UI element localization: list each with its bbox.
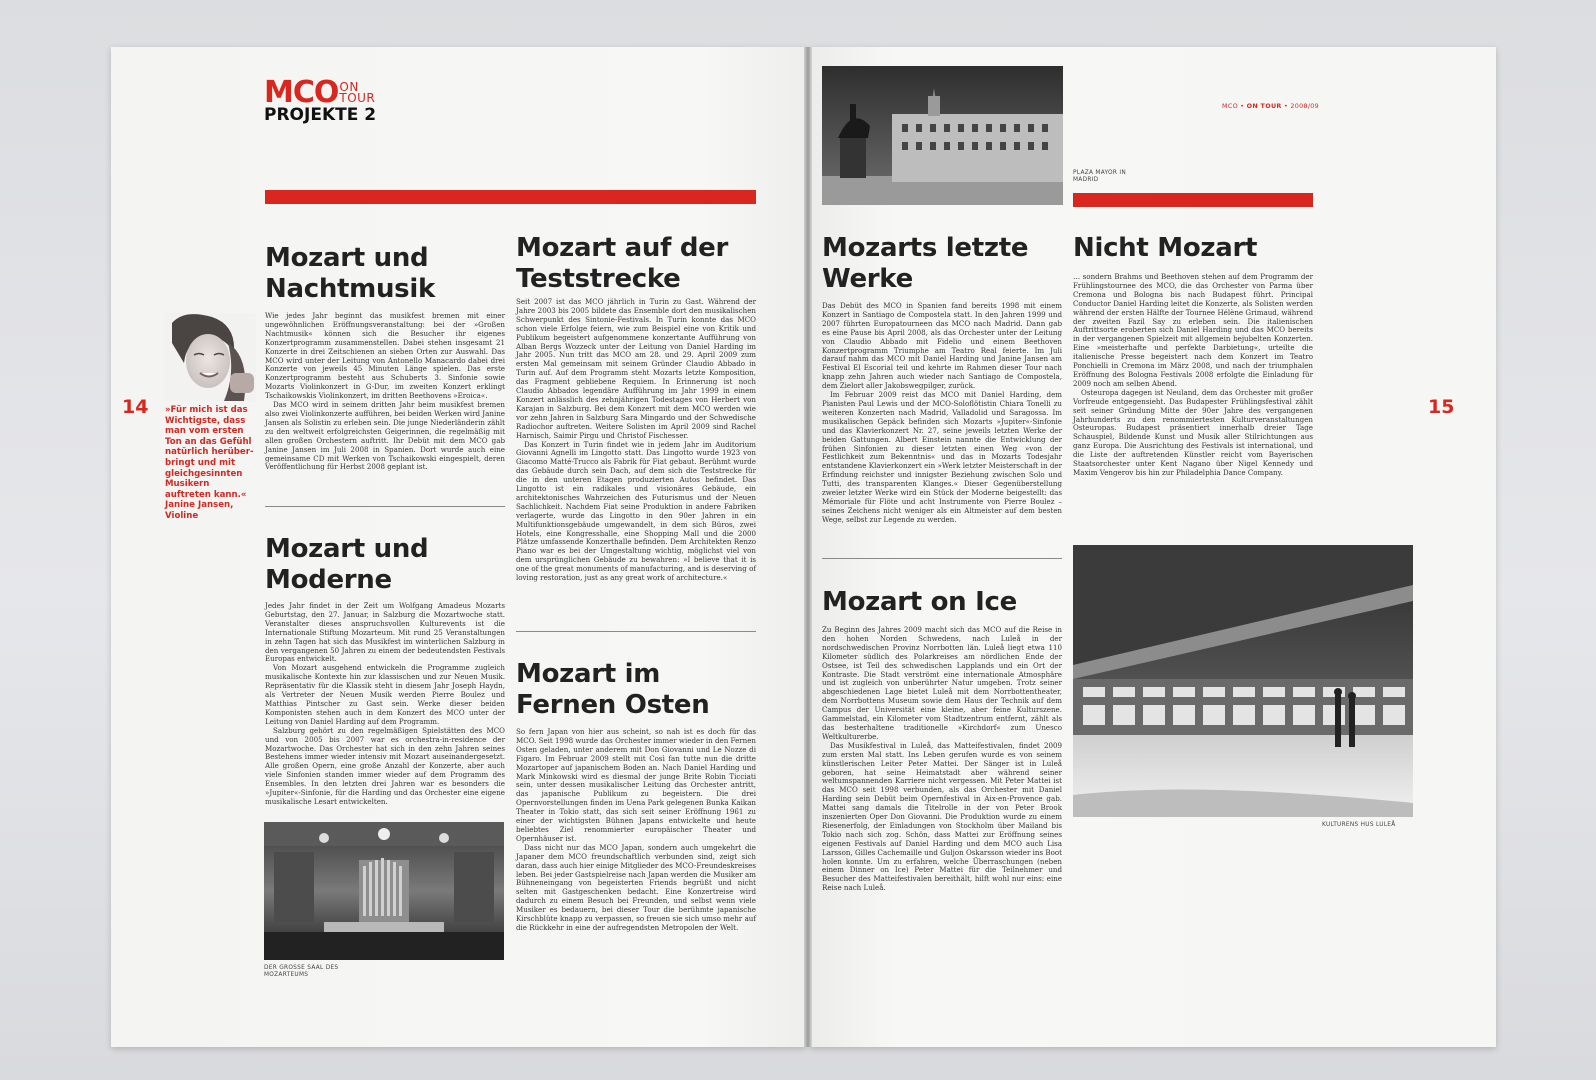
article-teststrecke (516, 298, 756, 583)
article-on-ice (822, 626, 1062, 893)
spine-gutter (804, 47, 812, 1047)
paragraph: Das Konzert in Turin findet wie in jedem Jahr im Auditorium Giovanni Agnelli im Lingotto statt. Das Lingotto wurde 1923 von Giacomo Matté-Trucco als Fabrik für Fiat gebaut. Berühmt wurde das Gebäude durch sein Dach, auf dem sich die Teststrecke für die in den unteren Etagen produzierten Autos befindet. Das Lingotto ist ein radikales und visionäres Gebäude, ein architektonisches Wahrzeichen des Futurismus und der Neuen Sachlichkeit. Nachdem Fiat seine Produktion in andere Fabriken verlagerte, wurde das Lingotto in den 90er Jahren in ein Multifunktionsgebäude umgewandelt, in dem sich Büros, zwei Hotels, eine Kongresshalle, eine Shopping Mall und die 2000 Plätze umfassende Konzerthalle befinden. Dem Architekten Renzo Piano war es bei der Umgestaltung wichtig, möglichst viel von dem ursprünglichen Gebäude zu bewahren: »I believe that it is one of the great monuments of manufacturing, and is deserving of loving restoration, just as any great work of architecture.« (516, 439, 756, 583)
article-nicht-mozart (1073, 273, 1313, 478)
divider (822, 558, 1062, 559)
paragraph: So fern Japan von hier aus scheint, so nah ist es doch für das MCO. Seit 1998 wurde das Orchester immer wieder in den Fernen Osten geladen, unter anderem mit Don Giovanni und Le Nozze di Figaro. Im Februar 2009 stellt mit Così fan tutte nun die dritte Mozartoper auf japanischem Boden an. Nach Daniel Harding und Mark Minkowski wird es diesmal der junge Brite Robin Ticciati sein, unter dessen musikalischer Leitung das Orchester antritt, das japanische Publikum zu begeistern. Die drei Opernvorstellungen finden im Uena Park gelegenen Bunka Kaikan Theater in Tokio statt, das sich seit seiner Eröffnung 1961 zu einer der wichtigsten Bühnen Japans entwickelte und heute beliebtes Ziel renommierter europäischer Theater und Opernhäuser ist. (516, 727, 756, 843)
paragraph: Osteuropa dagegen ist Neuland, dem das Orchester mit großer Vorfreude entgegensieht. Das Budapester Frühlingsfestival zählt seit seiner Gründung Mitte der 90er Jahre des vergangenen Jahrhunderts zu den renommiertesten Kulturveranstaltungen Osteuropas. Budapest präsentiert innerhalb dreier Tage Schauspiel, Bildende Kunst und Musik aller Stilrichtungen aus ganz Europa. Die Ausrichtung des Festivals ist international, und die Liste der auftretenden Künstler reicht vom Bayerischen Staatsorchester unter Kent Nagano über Nigel Kennedy und Maxim Vengerov bis hin zur Philadelphia Dance Company. (1073, 387, 1313, 477)
headline-on-ice: Mozart on Ice (822, 587, 1017, 617)
caption-plaza: PLAZA MAYOR IN MADRID (1073, 170, 1127, 184)
headline-moderne: Mozart und Moderne (265, 534, 429, 595)
running-head-tour: ON TOUR (1246, 102, 1282, 110)
paragraph: Wie jedes Jahr beginnt das musikfest bremen mit einer ungewöhnlichen Eröffnungsveranstaltung: bei der »Großen Nachtmusik« können sich die Besucher ihr eigenes Konzertprogramm zusammenstellen. Dabei stehen insgesamt 21 Konzerte in drei Zeitschienen an sieben Orten zur Auswahl. Das MCO wird unter der Leitung von Antonello Manacardo dabei drei Konzerte von jeweils 45 Minuten Länge spielen. Das erste Konzertprogramm besteht aus Schuberts 3. Sinfonie sowie Mozarts Violinkonzert in G-Dur, im zweiten Konzert erklingt Tschaikowskis Violinkonzert, im dritten Beethovens »Eroica«. (265, 311, 505, 401)
red-rule-right (1073, 193, 1313, 207)
headline-nicht-mozart: Nicht Mozart (1073, 233, 1258, 263)
logo-tour: TOUR (339, 91, 376, 105)
paragraph: … sondern Brahms und Beethoven stehen auf dem Programm der Frühlingstournee des MCO, die das Orchester von Parma über Cremona und Bologna bis nach Budapest führt. Principal Conductor Daniel Harding leitet die Konzerte, als Solisten werden während der ersten Hälfte der Tournee Hélène Grimaud, während der zweiten Fazil Say zu erleben sein. Die italienischen Auftrittsorte eroberten sich Daniel Harding und das MCO bereits in der vergangenen Spielzeit mit allgemein bejubelten Konzerten. Eine »meisterhafte und perfekte Darbietung«, urteilte die italienische Presse begeistert nach dem Konzert im Teatro Ponchielli in Cremona im März 2008, und nach der triumphalen Eröffnung des Bologna Festivals 2008 erfolgte die Einladung für 2009 noch am selben Abend. (1073, 272, 1313, 388)
headline-fernen-osten: Mozart im Fernen Osten (516, 659, 710, 720)
logo-projekte: PROJEKTE 2 (264, 105, 377, 125)
logo-mco: MCO (264, 75, 339, 110)
paragraph: Zu Beginn des Jahres 2009 macht sich das MCO auf die Reise in den hohen Norden Schwedens, nach Luleå in der nordschwedischen Provinz Norrbotten län. Luleå liegt etwa 110 Kilometer südlich des Polarkreises am nördlichen Ende der Ostsee, ist Teil des schwedischen Lapplands und ein Ort der Kontraste. Die Stadt verströmt eine internationale Atmosphäre und ist zugleich von unberührter Natur umgeben. Trotz seiner abgeschiedenen Lage bietet Luleå mit dem Norrbottentheater, dem Norrbottens Museum sowie dem Haus der Technik auf dem Campus der Universität eine kleine, aber feine Kulturszene. Gammelstad, ein Kilometer vom Stadtzentrum entfernt, zählt als das besterhaltene traditionelle »Kirchdorf« zum Unesco Weltkulturerbe. (822, 625, 1062, 741)
divider (265, 506, 505, 507)
paragraph: Seit 2007 ist das MCO jährlich in Turin zu Gast. Während der Jahre 2003 bis 2005 bildete das Ensemble dort den musikalischen Schwerpunkt des Sintonie-Festivals. In Turin konnte das MCO schon viele Erfolge feiern, wie zum Beispiel eine von Kritik und Publikum begeistert aufgenommene konzertante Aufführung von Alban Bergs Wozzeck unter der Leitung von Daniel Harding im Jahr 2005. Nun tritt das MCO am 28. und 29. April 2009 zum ersten Mal gemeinsam mit seinem Gründer Claudio Abbado in Turin auf. Auf dem Programm steht Mozarts letzte Komposition, das Fragment gebliebene Requiem. In Erinnerung ist noch Claudio Abbados legendäre Aufführung im Jahr 1999 in einem Konzert anlässlich des zehnjährigen Todestages von Herbert von Karajan in Salzburg. Bei dem Konzert mit dem MCO werden wie vor zehn Jahren in Salzburg Sara Mingardo und der Schwedische Radiochor auftreten. Weitere Solisten im April 2009 sind Rachel Harnisch, Saimir Pirgu und Christof Fischesser. (516, 297, 756, 440)
running-head-sep: • (1237, 102, 1247, 110)
headline-nachtmusik: Mozart und Nachtmusik (265, 243, 435, 304)
paragraph: Das Debüt des MCO in Spanien fand bereits 1998 mit einem Konzert in Santiago de Compostela statt. In den Jahren 1999 und 2007 führten Europatourneen das MCO nach Madrid. Dann gab es eine Pause bis April 2008, als das Orchester unter der Leitung von Claudio Abbado mit Fidelio und einem Beethoven Konzertprogramm Triumphe am Teatro Real feierte. Im Juli darauf nahm das MCO mit Daniel Harding und Janine Jansen am Festival El Escorial teil und kehrte im Rahmen dieser Tour nach knapp zehn Jahren auch wieder nach Santiago de Compostela, dem Zielort aller Jakobswegpilger, zurück. (822, 301, 1062, 391)
pull-quote: »Für mich ist das Wichtigste, dass man vom ersten Ton an das Gefühl natürlich herüberbringt und mit gleichgesinnten Musikern auftreten kann.« Janine Jansen, Violine (165, 405, 254, 521)
kulturens-hus-photo (1073, 545, 1413, 817)
magazine-logo (264, 75, 377, 125)
running-head-season: 2008/09 (1290, 102, 1320, 110)
janine-jansen-portrait (164, 313, 256, 401)
headline-letzte-werke: Mozarts letzte Werke (822, 233, 1029, 294)
paragraph: Das MCO wird in seinem dritten Jahr beim musikfest bremen also zwei Violinkonzerte aufführen, bei beiden Werken wird Janine Jansen als Solistin zu erleben sein. Die junge Niederländerin zählt zu den weltweit erfolgreichsten Geigerinnen, die regelmäßig mit allen großen Orchestern auftritt. Ihr Debüt mit dem MCO gab Janine Jansen im Juli 2008 in Spanien. Dort wurde auch eine gemeinsame CD mit Werken von Tschaikowski eingespielt, deren Veröffentlichung für Herbst 2008 geplant ist. (265, 400, 505, 472)
running-head-sep: • (1281, 102, 1291, 110)
caption-saal: DER GROSSE SAAL DES MOZARTEUMS (264, 965, 339, 979)
running-head (1222, 102, 1319, 110)
paragraph: Das Musikfestival in Luleå, das Matteifestivalen, findet 2009 zum ersten Mal statt. Ins Leben gerufen wurde es von seinem künstlerischen Leiter Peter Mattei. Der Sänger ist in Luleå geboren, hat seine Heimatstadt aber während seiner weltumspannenden Karriere nicht vergessen. Mit Peter Mattei ist das MCO seit 1998 verbunden, als das Orchester mit Daniel Harding sein Debüt beim Opernfestival in Aix-en-Provence gab. Mattei sang damals die Titelrolle in der von Peter Brook inszenierten Oper Don Giovanni. Die Produktion wurde zu einem Riesenerfolg, der Einladungen von Stockholm über Mailand bis Tokio nach sich zog. Schön, dass Mattei zur Eröffnung seines eigenen Festivals auf Daniel Harding und dem MCO auch Lisa Larsson, Gilles Cachemaille und Guljon Oskarsson wieder ins Boot holen konnte. Um zu erfahren, welche Überraschungen (neben einem Dinner on Ice) Peter Mattei für die Teilnehmer und Besucher des Matteifestivalen bereithält, hilft wohl nur eins: eine Reise nach Luleå. (822, 740, 1062, 893)
page-number-left: 14 (122, 396, 149, 418)
logo-on: ON (339, 80, 359, 94)
caption-kulturens: KULTURENS HUS LULEÅ (1322, 822, 1396, 828)
article-nachtmusik (265, 312, 505, 472)
article-fernen-osten (516, 728, 756, 933)
paragraph: Jedes Jahr findet in der Zeit um Wolfgang Amadeus Mozarts Geburtstag, den 27. Januar, in Salzburg die Mozartwoche statt. Veranstalter dieses anspruchsvollen Kulturevents ist die Internationale Stiftung Mozarteum. Mit rund 25 Veranstaltungen in zehn Tagen hat sich das Musikfest im winterlichen Salzburg in den vergangenen 50 Jahren zu einem der bedeutendsten Festivals Europas entwickelt. (265, 601, 505, 664)
paragraph: Dass nicht nur das MCO Japan, sondern auch umgekehrt die Japaner dem MCO freundschaftlich verbunden sind, zeigt sich daran, dass auch hier einige Mitglieder des MCO-Freundeskreises leben. Bei jeder Gastspielreise nach Japan werden die Musiker am Bühneneingang von begeisterten Friends begrüßt und nicht selten mit Gastgeschenken bedacht. Eine Konzertreise wird dadurch zu einem Besuch bei Freunden, und selbst wenn viele Musiker es bedauern, bei dieser Tour die berühmte japanische Kirschblüte knapp zu verpassen, so freuen sie sich umso mehr auf die Rückkehr in eine der aufregendsten Metropolen der Welt. (516, 842, 756, 932)
running-head-mco: MCO (1222, 102, 1238, 110)
article-moderne (265, 602, 505, 807)
paragraph: Von Mozart ausgehend entwickeln die Programme zugleich musikalische Kontexte hin zur klassischen und zur Neuen Musik. Repräsentativ für die Klassik steht in diesem Jahr Joseph Haydn, als Vertreter der Neuen Musik werden Pierre Boulez und Matthias Pintscher zu Gast sein. Werke dieser beiden Komponisten stehen auch in dem Konzert des MCO unter der Leitung von Daniel Harding auf dem Programm. (265, 663, 505, 726)
paragraph: Salzburg gehört zu den regelmäßigen Spielstätten des MCO und von 2005 bis 2007 war es orchestra-in-residence der Mozartwoche. Das Orchester hat sich in den zehn Jahren seines Bestehens immer wieder intensiv mit Mozart auseinandergesetzt. Alle großen Opern, eine große Anzahl der Konzerte, aber auch viele Sinfonien standen immer wieder auf dem Programm des Ensembles. In den letzten drei Jahren war es besonders die »Jupiter«-Sinfonie, für die Harding und das Orchester eine eigene musikalische Lesart entwickelten. (265, 725, 505, 806)
divider (516, 631, 756, 632)
paragraph: Im Februar 2009 reist das MCO mit Daniel Harding, dem Pianisten Paul Lewis und der MCO-Soloflötistin Chiara Tonelli zu weiteren Konzerten nach Madrid, Valladolid und Saragossa. Im musikalischen Gepäck befinden sich Mozarts »Jupiter«-Sinfonie und das Klavierkonzert Nr. 27, seine jeweils letzten Werke der beiden Gattungen. Albert Einstein nannte die Entwicklung der frühen Sinfonien zu dieser letzten einen Weg »von der Festlichkeit zum Bekenntnis« und das in Mozarts Todesjahr entstandene Klavierkonzert ein »Werk letzter Meisterschaft in der Erfindung reichster und innigster Beziehung zwischen Solo und Tutti, des transparenten Klanges.« Dieser Gegenüberstellung zweier letzter Werke wird ein Stück der Moderne beigestellt: das Mémoriale für Flöte und acht Instrumente von Pierre Boulez – seines Zeichens nicht weniger als ein Altmeister auf dem besten Wege, selbst zur Legende zu werden. (822, 390, 1062, 524)
mozarteum-hall-photo (264, 822, 504, 960)
headline-teststrecke: Mozart auf der Teststrecke (516, 233, 729, 294)
article-letzte-werke (822, 302, 1062, 525)
plaza-mayor-photo (822, 66, 1063, 205)
page-number-right: 15 (1428, 396, 1455, 418)
red-rule-left (265, 190, 756, 204)
